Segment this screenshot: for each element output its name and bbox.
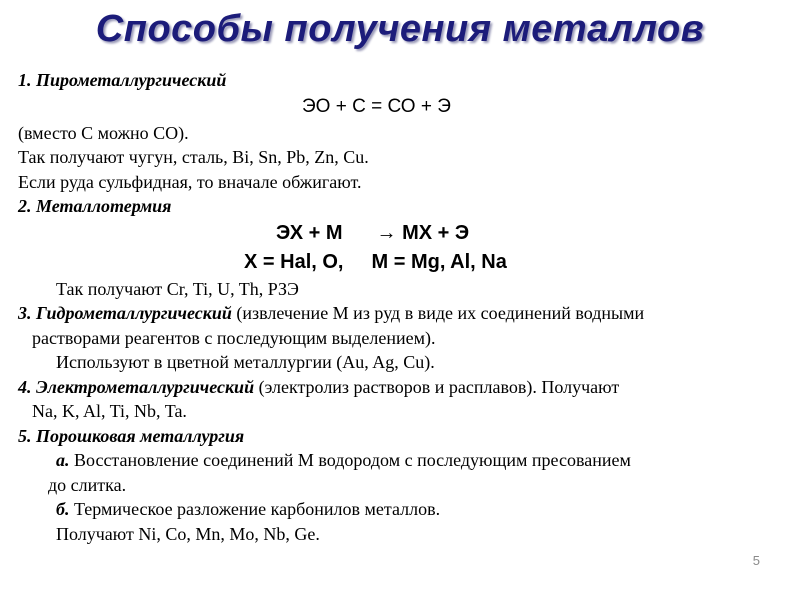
section-5-item-b-label: б. (56, 499, 70, 519)
section-1-line-1: (вместо С можно СО). (18, 122, 189, 143)
section-3-heading: 3. Гидрометаллургический (18, 303, 232, 323)
slide-title: Способы получения металлов (95, 8, 705, 50)
section-3-note: Используют в цветной металлургии (Au, Ag, Cu). (56, 352, 435, 372)
section-5-item-a (18, 448, 788, 473)
section-4-heading: 4. Электрометаллургический (18, 376, 255, 397)
section-2-x-definition: Х = Hal, O, (244, 250, 344, 273)
section-3-line-1 (18, 301, 788, 326)
slide-content (18, 68, 788, 546)
section-1-equation: ЭО + С = СО + Э (302, 95, 451, 117)
section-5-item-a-label: а. (56, 450, 70, 470)
section-4-text-1: (электролиз растворов и расплавов). Получают (254, 376, 620, 397)
section-2-equation (18, 219, 788, 248)
section-5-item-b (18, 497, 788, 522)
section-5-item-a-text-1: Восстановление соединений М водородом с последующим пресованием (69, 450, 631, 470)
section-5-item-b-note: Получают Ni, Co, Mn, Mo, Nb, Ge. (56, 523, 320, 544)
section-1-heading: 1. Пирометаллургический (18, 70, 227, 90)
section-2-m-definition: М = Mg, Al, Na (371, 250, 507, 273)
section-3-text-2: растворами реагентов с последующим выделением). (32, 327, 436, 348)
section-5-item-b-text: Термическое разложение карбонилов металлов. (69, 499, 441, 519)
section-2-note: Так получают Cr, Ti, U, Th, РЗЭ (56, 278, 299, 299)
section-2-heading: 2. Металлотермия (18, 196, 172, 216)
section-5-heading: 5. Порошковая металлургия (18, 425, 245, 446)
section-4-line-1 (18, 375, 788, 400)
page-number: 5 (752, 553, 760, 568)
section-1-line-3: Если руда сульфидная, то вначале обжигают. (18, 171, 362, 192)
section-4-text-2: Na, K, Al, Ti, Nb, Ta. (32, 401, 187, 421)
section-2-equation-left: ЭХ + М (276, 221, 343, 244)
section-5-item-a-text-2: до слитка. (48, 474, 127, 495)
section-3-text-1: (извлечение М из руд в виде их соединений водными (231, 303, 645, 323)
section-2-definitions (18, 248, 788, 277)
section-2-equation-right: → МХ + Э (376, 221, 470, 244)
section-1-line-2: Так получают чугун, сталь, Bi, Sn, Pb, Zn, Cu. (18, 147, 369, 167)
